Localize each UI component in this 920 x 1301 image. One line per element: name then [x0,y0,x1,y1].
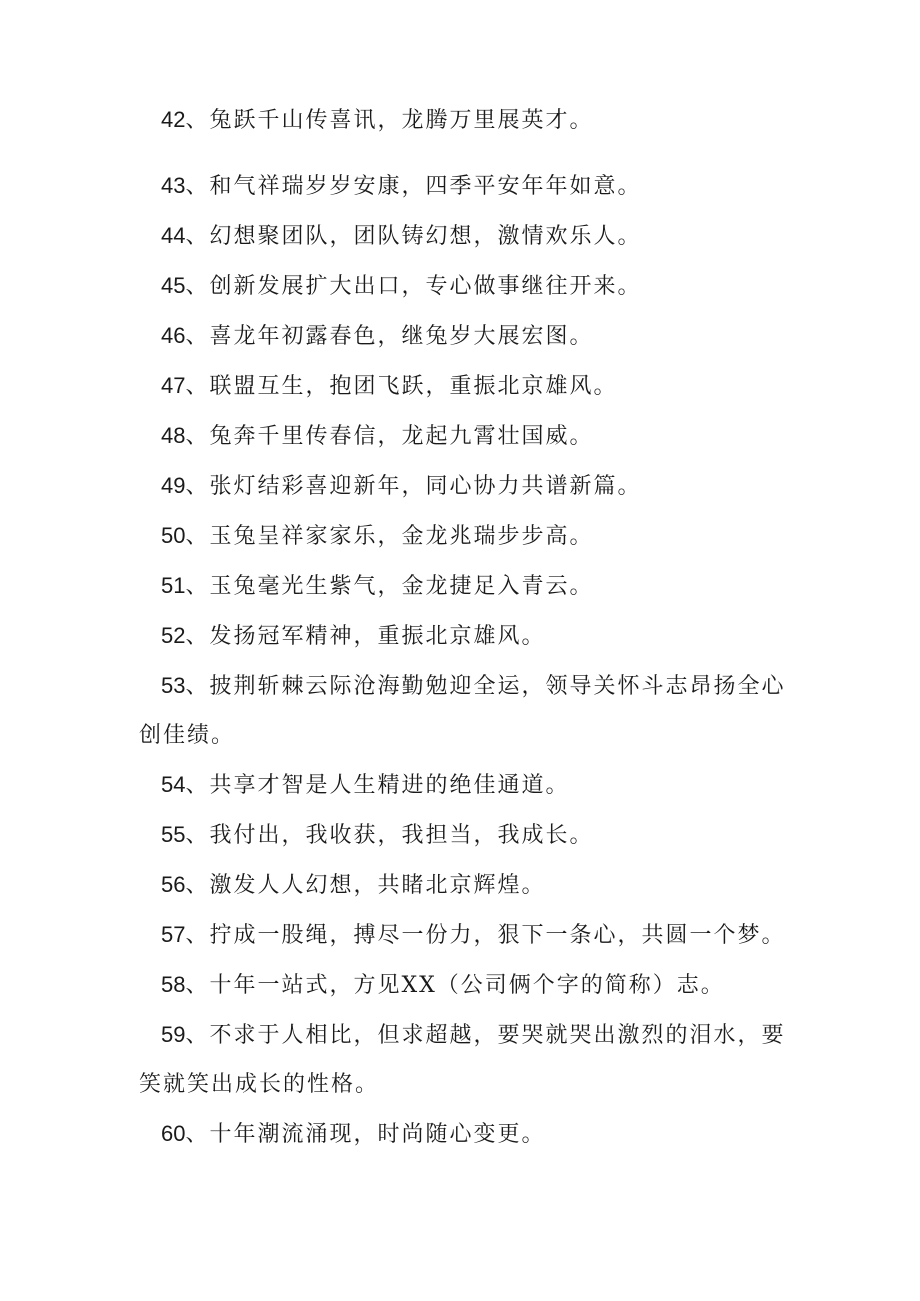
list-item [139,461,789,511]
list-item [139,760,789,810]
list-item [139,561,789,611]
list-item [139,211,789,261]
item-number: 51 [161,573,186,598]
item-text: 、喜龙年初露春色，继兔岁大展宏图。 [185,324,594,349]
item-number: 42 [161,107,186,132]
item-number: 56 [161,872,186,897]
list-item [139,661,789,760]
list-item [139,511,789,561]
slogan-list [139,95,789,1159]
item-text: 、和气祥瑞岁岁安康，四季平安年年如意。 [185,174,642,199]
list-item [139,261,789,311]
item-number: 46 [161,323,186,348]
list-item [139,1010,789,1109]
list-item [139,161,789,211]
item-text: 、玉兔呈祥家家乐，金龙兆瑞步步高。 [185,524,594,549]
list-item [139,960,789,1010]
item-number: 44 [161,223,186,248]
item-number: 54 [161,772,186,797]
item-number: 49 [161,473,186,498]
item-text: 、我付出，我收获，我担当，我成长。 [185,823,594,848]
item-text: 、发扬冠军精神，重振北京雄风。 [185,624,546,649]
list-item [139,411,789,461]
item-text: 、十年一站式，方见XX（公司俩个字的简称）志。 [185,973,725,998]
list-item [139,810,789,860]
list-item [139,611,789,661]
item-text: 、张灯结彩喜迎新年，同心协力共谱新篇。 [185,474,642,499]
item-text: 、联盟互生，抱团飞跃，重振北京雄风。 [185,374,618,399]
item-text: 、披荆斩棘云际沧海勤勉迎全运，领导关怀斗志昂扬全心创佳绩。 [139,674,786,748]
item-text: 、不求于人相比，但求超越，要哭就哭出激烈的泪水，要笑就笑出成长的性格。 [139,1023,786,1097]
item-number: 43 [161,173,186,198]
list-item [139,361,789,411]
item-number: 47 [161,373,186,398]
item-text: 、共享才智是人生精进的绝佳通道。 [185,773,570,798]
item-text: 、创新发展扩大出口，专心做事继往开来。 [185,274,642,299]
list-item [139,95,789,145]
item-number: 52 [161,623,186,648]
item-number: 45 [161,273,186,298]
item-number: 48 [161,423,186,448]
item-text: 、激发人人幻想，共睹北京辉煌。 [185,873,546,898]
item-text: 、玉兔毫光生紫气，金龙捷足入青云。 [185,574,594,599]
item-text: 、十年潮流涌现，时尚随心变更。 [185,1122,546,1147]
item-number: 57 [161,922,186,947]
list-item [139,1109,789,1159]
list-item [139,910,789,960]
item-text: 、拧成一股绳，搏尽一份力，狠下一条心，共圆一个梦。 [185,923,786,948]
item-text: 、幻想聚团队，团队铸幻想，激情欢乐人。 [185,224,642,249]
list-item [139,860,789,910]
item-number: 58 [161,972,186,997]
item-text: 、兔奔千里传春信，龙起九霄壮国威。 [185,424,594,449]
item-number: 53 [161,673,186,698]
item-number: 60 [161,1121,186,1146]
item-text: 、兔跃千山传喜讯，龙腾万里展英才。 [185,108,594,133]
item-number: 55 [161,822,186,847]
list-item [139,311,789,361]
item-number: 59 [161,1022,186,1047]
item-number: 50 [161,523,186,548]
